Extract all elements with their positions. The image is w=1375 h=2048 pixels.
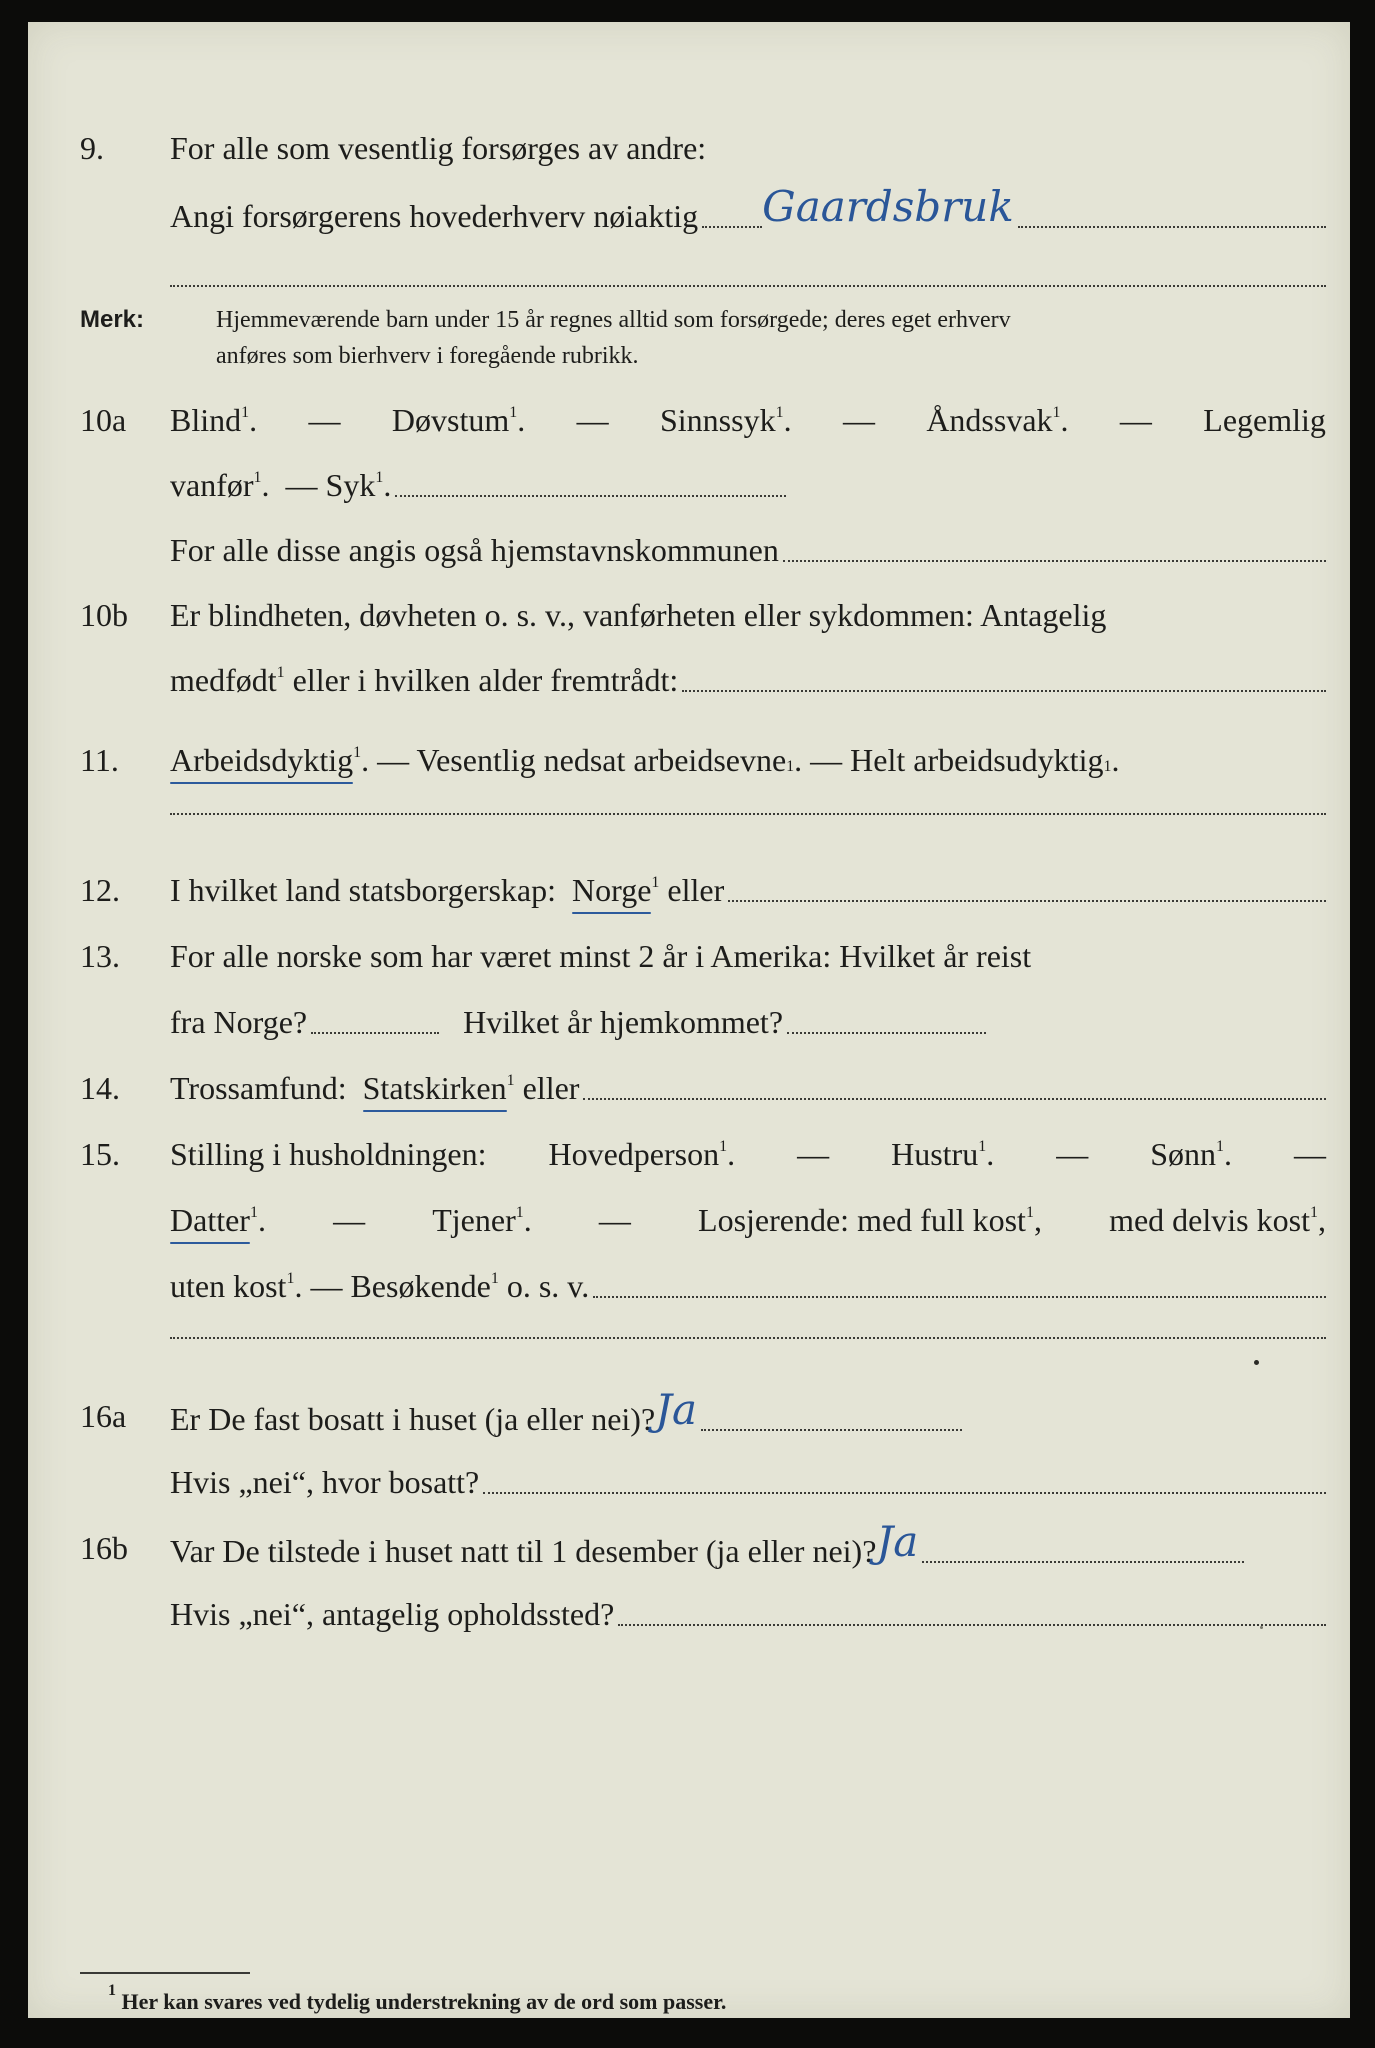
- answer-dotted-line: [701, 1428, 962, 1431]
- question-number: 13.: [80, 938, 120, 974]
- question-number: 11.: [80, 742, 119, 778]
- option-datter-underlined[interactable]: Datter: [170, 1202, 250, 1238]
- answer-dotted-line: [311, 1031, 439, 1034]
- option-blind[interactable]: Blind: [170, 402, 242, 438]
- question-text: Hvis „nei“, antagelig opholdssted?: [170, 1596, 615, 1632]
- answer-dotted-line: [787, 1031, 986, 1034]
- question-16b-line2: [28, 1588, 1350, 1640]
- option-vanfor[interactable]: vanfør: [170, 467, 254, 503]
- answer-dotted-line: [170, 812, 1326, 815]
- answer-dotted-line: [922, 1560, 1244, 1563]
- question-text: eller i hvilken alder fremtrådt:: [284, 662, 679, 698]
- question-9-answer-line: [28, 182, 1350, 239]
- option-uten-kost[interactable]: uten kost: [170, 1268, 287, 1304]
- question-9: [28, 122, 1350, 174]
- question-13-line2: [28, 996, 1350, 1048]
- option-norge-underlined[interactable]: Norge: [572, 872, 652, 908]
- question-number: 16a: [80, 1398, 127, 1434]
- question-16b: [28, 1517, 1350, 1574]
- question-text: I hvilket land statsborgerskap:: [170, 872, 556, 908]
- answer-dotted-line: [618, 1623, 1326, 1626]
- question-text: Er blindheten, døvheten o. s. v., vanførheten eller sykdommen: Antagelig: [170, 597, 1107, 633]
- handwritten-answer[interactable]: Ja: [655, 1385, 698, 1434]
- question-text: Trossamfund:: [170, 1070, 347, 1106]
- option-andssvak[interactable]: Åndssvak: [926, 402, 1053, 438]
- ink-speck: [1254, 1360, 1259, 1365]
- question-number: 9.: [80, 130, 104, 166]
- question-number: 12.: [80, 872, 120, 908]
- answer-dotted-line: [783, 559, 1326, 562]
- answer-dotted-line: [170, 284, 1326, 287]
- answer-dotted-line: [682, 689, 1326, 692]
- question-text: Angi forsørgerens hovederhverv nøiaktig: [170, 198, 699, 234]
- answer-dotted-line: [483, 1491, 1326, 1494]
- footnote-mark: 1: [108, 1982, 116, 1999]
- answer-dotted-line: [593, 1295, 1326, 1298]
- question-16a: [28, 1385, 1350, 1442]
- question-16a-line2: [28, 1456, 1350, 1508]
- ink-speck: [1260, 1626, 1263, 1629]
- question-15-line2: Datter$^1$. — Tjener$^1$. — Losjerende: med full kost$^1$, med delvis kost$^1$,: [170, 1202, 1326, 1238]
- answer-dotted-line: [728, 899, 1326, 902]
- option-vesentlig-nedsat[interactable]: . — Vesentlig nedsat arbeidsevne: [361, 742, 787, 778]
- question-text: For alle som vesentlig forsørges av andre:: [170, 130, 707, 166]
- question-text: Er De fast bosatt i huset (ja eller nei)?: [170, 1401, 656, 1437]
- option-medfodt[interactable]: medfødt: [170, 662, 277, 698]
- answer-dotted-line: [395, 494, 786, 497]
- option-losjerende-full-kost[interactable]: Losjerende: med full kost: [698, 1202, 1026, 1238]
- merk-line: Hjemmeværende barn under 15 år regnes alltid som forsørgede; deres eget erhverv: [216, 307, 1011, 333]
- question-number: 14.: [80, 1070, 120, 1106]
- question-text: For alle disse angis også hjemstavnskommunen: [170, 532, 779, 568]
- question-text: Var De tilstede i huset natt til 1 desember (ja eller nei)?: [170, 1533, 877, 1569]
- question-text: For alle norske som har været minst 2 år i Amerika: Hvilket år reist: [170, 938, 1032, 974]
- question-10b-line2: medfødt$^1$ eller i hvilken alder fremtrådt:: [28, 654, 1350, 706]
- answer-dotted-line: [583, 1097, 1326, 1100]
- question-15-line3: uten kost$^1$. — Besøkende$^1$ o. s. v.: [28, 1260, 1350, 1312]
- footnote-rule: [80, 1972, 250, 1974]
- option-dovstum[interactable]: Døvstum: [391, 402, 510, 438]
- answer-dotted-line: [702, 225, 762, 228]
- question-number: 16b: [80, 1530, 128, 1566]
- question-11: 11. Arbeidsdyktig$^1$ . — Vesentlig nedsat arbeidsevne 1 . — Helt arbeidsudyktig 1 .: [28, 734, 1350, 786]
- option-sinnssyk[interactable]: Sinnssyk: [659, 402, 776, 438]
- option-arbeidsdyktig-underlined[interactable]: Arbeidsdyktig: [170, 742, 354, 778]
- question-text: eller: [514, 1070, 580, 1106]
- merk-label: Merk:: [80, 306, 145, 333]
- question-number: 10a: [80, 402, 127, 438]
- question-14: 14. Trossamfund: Statskirken$^1$ eller: [28, 1062, 1350, 1114]
- question-10a-line2: vanfør$^1$. — Syk$^1$.: [28, 459, 1350, 511]
- merk-line: anføres som bierhverv i foregående rubrikk.: [216, 343, 639, 369]
- question-text: Stilling i husholdningen:: [170, 1136, 487, 1172]
- merk-note: [216, 302, 1326, 374]
- option-delvis-kost[interactable]: med delvis kost: [1109, 1202, 1310, 1238]
- option-tjener[interactable]: Tjener: [432, 1202, 516, 1238]
- option-hovedperson[interactable]: Hovedperson: [548, 1136, 720, 1172]
- answer-dotted-line: [170, 1336, 1326, 1339]
- question-text: eller: [659, 872, 725, 908]
- question-text: Hvilket år hjemkommet?: [463, 1004, 784, 1040]
- footnote-text: Her kan svares ved tydelig understrekning av de ord som passer.: [121, 1989, 727, 2014]
- option-statskirken-underlined[interactable]: Statskirken: [362, 1070, 507, 1106]
- question-10a: 10a Blind$^1$. — Døvstum$^1$. — Sinnssyk$^1$. — Åndssvak$^1$. — Legemlig: [28, 394, 1350, 446]
- option-syk[interactable]: Syk: [325, 467, 376, 503]
- question-text: fra Norge?: [170, 1004, 308, 1040]
- question-15: 15. Stilling i husholdningen: Hovedperson$^1$. — Hustru$^1$. — Sønn$^1$. —: [28, 1128, 1350, 1180]
- question-number: 15.: [80, 1136, 120, 1172]
- question-text-line: [170, 122, 1326, 174]
- question-13: [28, 930, 1350, 982]
- question-12: 12. I hvilket land statsborgerskap: Norge$^1$ eller: [28, 864, 1350, 916]
- question-10a-line3: [28, 524, 1350, 576]
- option-helt-arbeidsudyktig[interactable]: . — Helt arbeidsudyktig: [794, 742, 1104, 778]
- option-legemlig[interactable]: Legemlig: [1203, 402, 1326, 438]
- question-number: 10b: [80, 597, 128, 633]
- answer-dotted-line: [1018, 225, 1326, 228]
- option-besokende[interactable]: Besøkende: [350, 1268, 491, 1304]
- footnote: [108, 1982, 727, 2016]
- handwritten-answer[interactable]: Ja: [876, 1517, 919, 1566]
- handwritten-answer[interactable]: Gaardsbruk: [762, 182, 1014, 231]
- option-sonn[interactable]: Sønn: [1150, 1136, 1216, 1172]
- option-hustru[interactable]: Hustru: [891, 1136, 979, 1172]
- census-form-page: [28, 22, 1350, 2018]
- question-10b: [28, 589, 1350, 641]
- question-text: Hvis „nei“, hvor bosatt?: [170, 1464, 480, 1500]
